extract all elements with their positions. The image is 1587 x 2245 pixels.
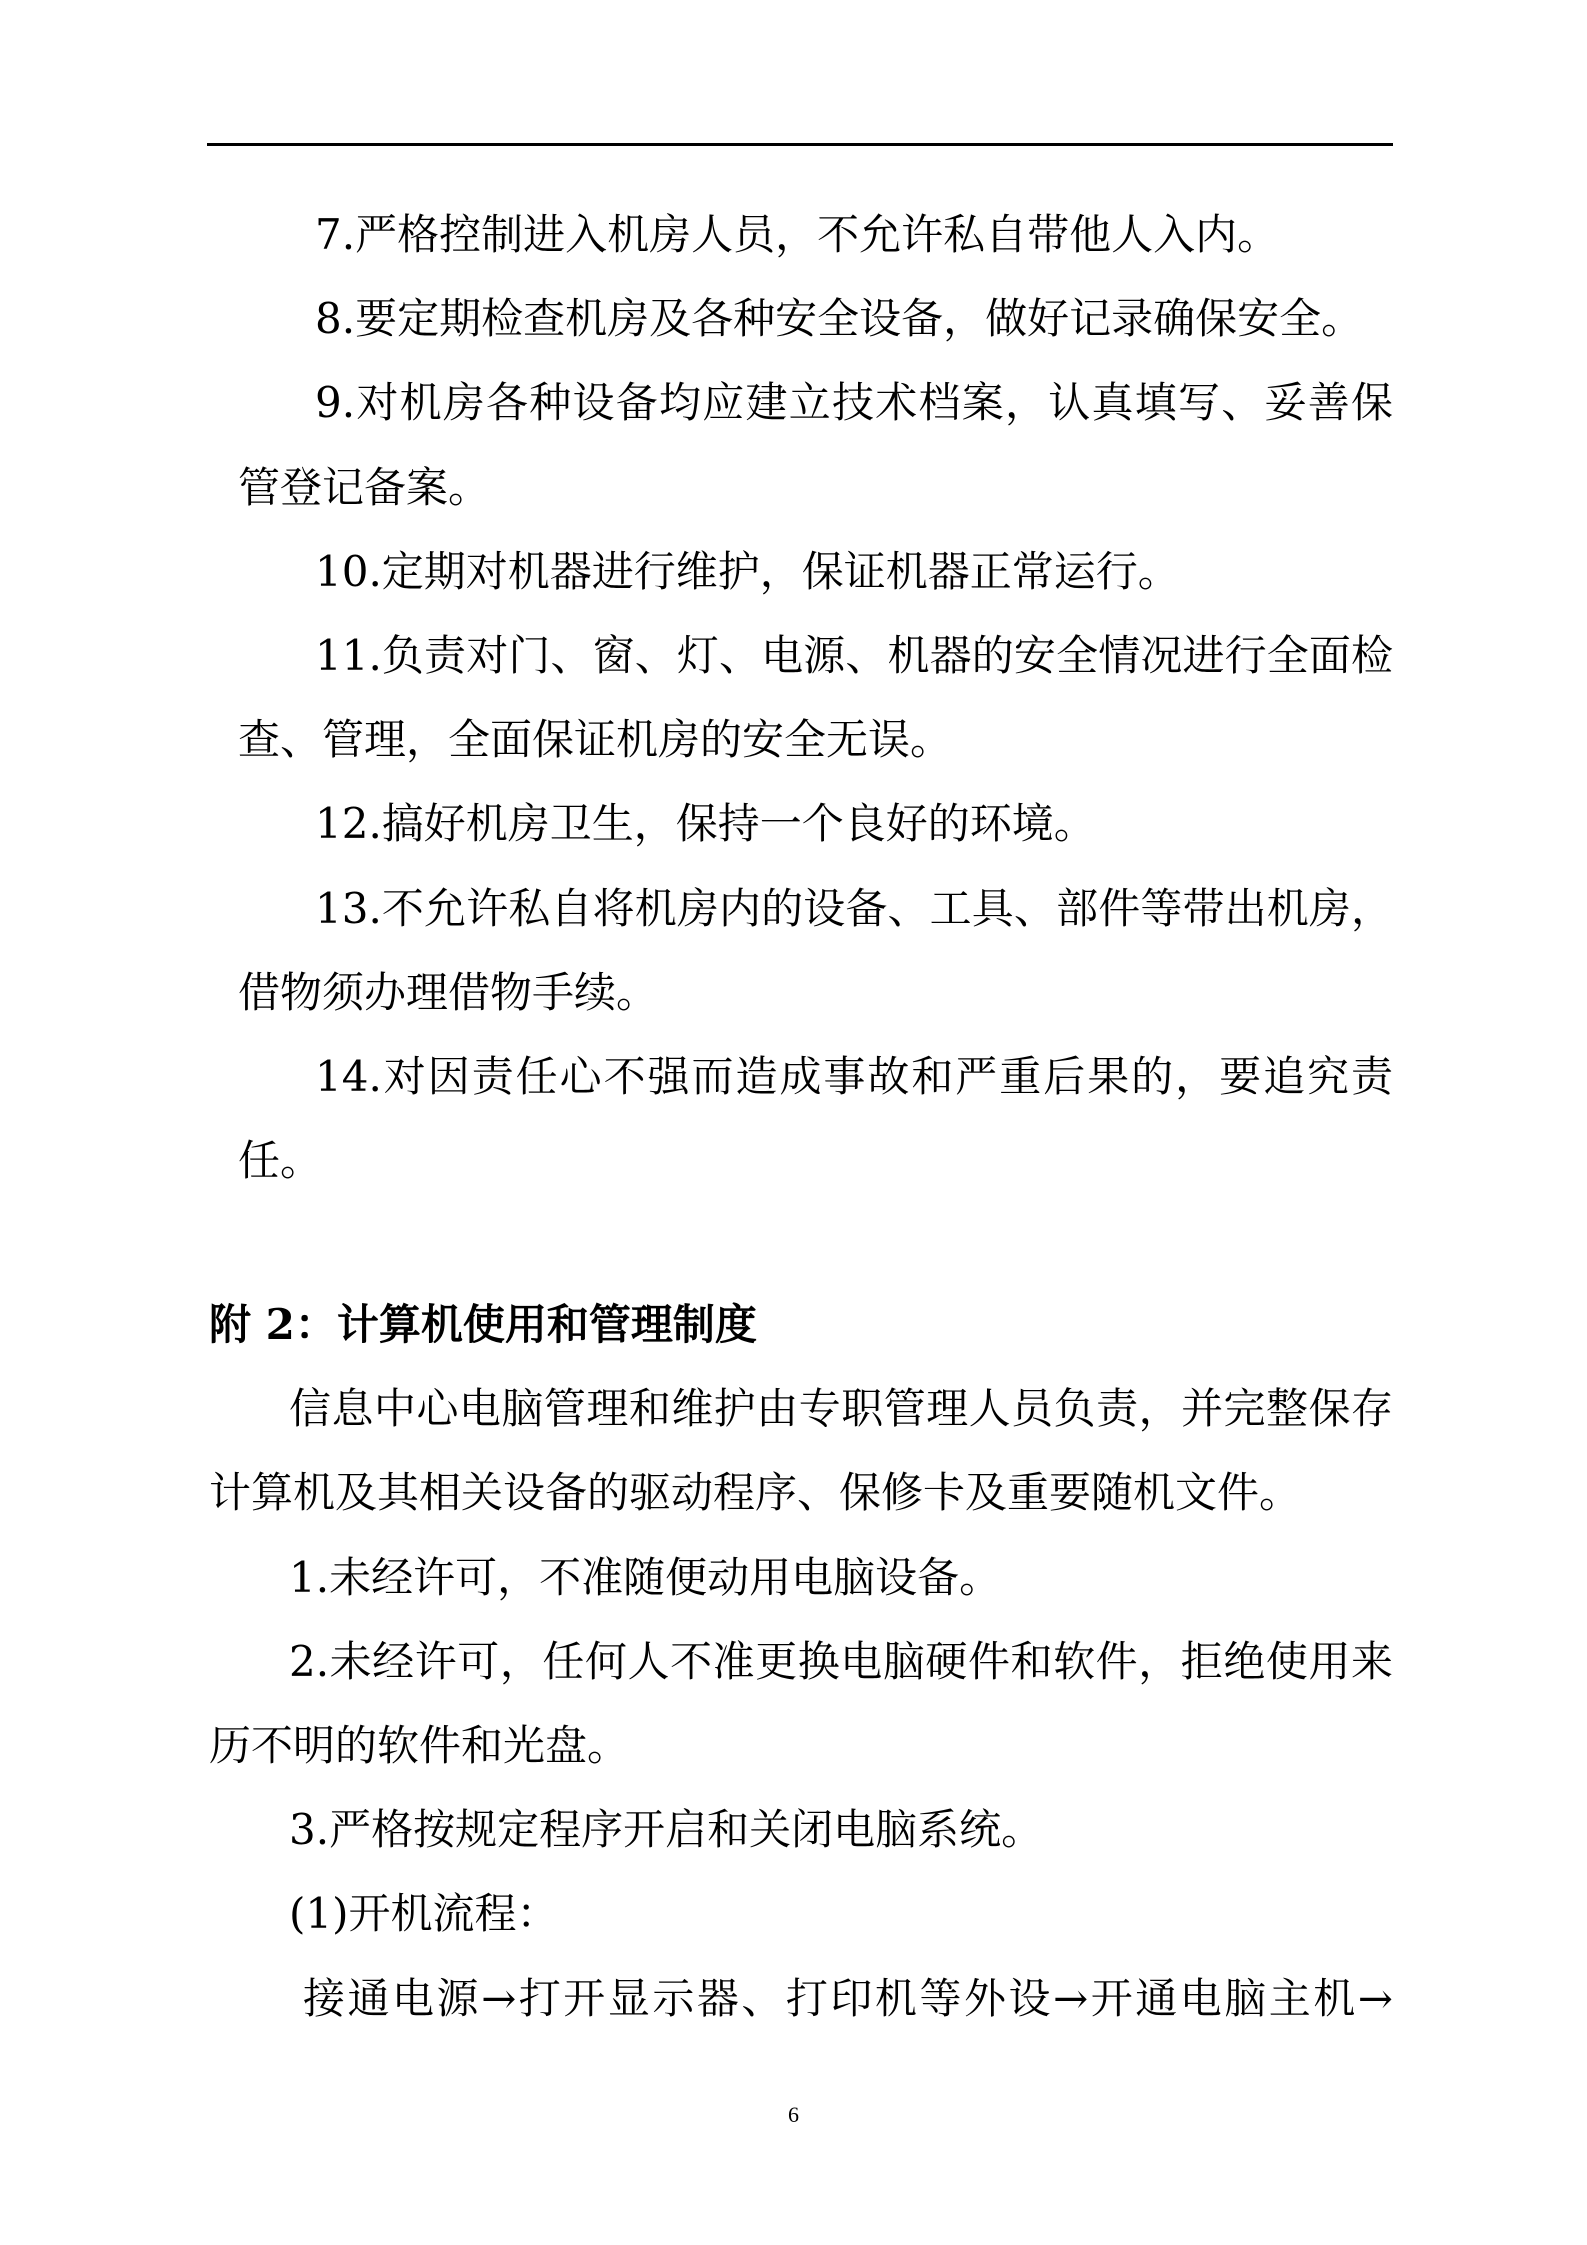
- boot-procedure-label: (1)开机流程：: [289, 1889, 559, 1939]
- section-2: [0, 1283, 1587, 2041]
- item-11-line-2: 查、管理，全面保证机房的安全无误。: [238, 715, 953, 765]
- item-14-line-1: 14.对因责任心不强而造成事故和严重后果的，要追究责: [315, 1051, 1393, 1101]
- item-8: 8.要定期检查机房及各种安全设备，做好记录确保安全。: [315, 294, 1364, 344]
- item-9-line-1: 9.对机房各种设备均应建立技术档案，认真填写、妥善保: [315, 378, 1393, 428]
- section-1: [0, 193, 1587, 1203]
- intro-line-2: 计算机及其相关设备的驱动程序、保修卡及重要随机文件。: [209, 1468, 1302, 1518]
- item-13-line-1: 13.不允许私自将机房内的设备、工具、部件等带出机房，: [315, 883, 1393, 933]
- rule-3: 3.严格按规定程序开启和关闭电脑系统。: [289, 1805, 1044, 1855]
- rule-1: 1.未经许可，不准随便动用电脑设备。: [289, 1552, 1002, 1602]
- item-12: 12.搞好机房卫生，保持一个良好的环境。: [315, 799, 1096, 849]
- section-heading: 附 2：计算机使用和管理制度: [209, 1300, 757, 1349]
- item-10: 10.定期对机器进行维护，保证机器正常运行。: [315, 546, 1180, 596]
- page-number: 6: [788, 2102, 799, 2127]
- item-9-line-2: 管登记备案。: [238, 462, 491, 512]
- item-14-line-2: 任。: [238, 1136, 323, 1186]
- item-7: 7.严格控制进入机房人员，不允许私自带他人入内。: [315, 210, 1280, 259]
- rule-2-line-2: 历不明的软件和光盘。: [209, 1720, 630, 1770]
- item-13-line-2: 借物须办理借物手续。: [238, 967, 659, 1017]
- boot-procedure-steps: 接通电源→打开显示器、打印机等外设→开通电脑主机→: [303, 1973, 1393, 2023]
- header-rule: [207, 143, 1393, 146]
- rule-2-line-1: 2.未经许可，任何人不准更换电脑硬件和软件，拒绝使用来: [289, 1636, 1393, 1686]
- item-11-line-1: 11.负责对门、窗、灯、电源、机器的安全情况进行全面检: [315, 630, 1393, 680]
- intro-line-1: 信息中心电脑管理和维护由专职管理人员负责，并完整保存: [289, 1384, 1393, 1434]
